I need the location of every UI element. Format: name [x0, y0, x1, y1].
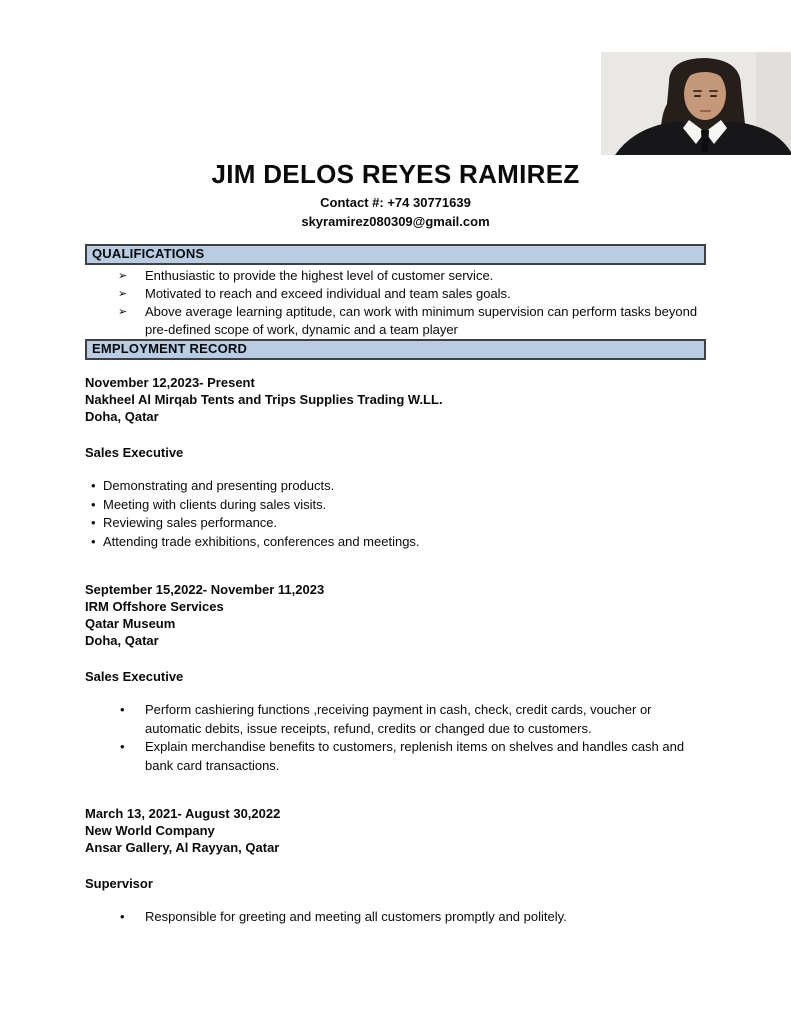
job-company: Nakheel Al Mirqab Tents and Trips Supplies Trading W.LL.	[85, 392, 443, 407]
qualification-item	[85, 303, 706, 339]
employment-title: EMPLOYMENT RECORD	[92, 341, 248, 356]
job-entry	[85, 805, 706, 927]
job-header	[85, 581, 706, 649]
job-location: Doha, Qatar	[85, 409, 159, 424]
arrow-bullet-icon: ➢	[118, 270, 128, 282]
duty-text: Reviewing sales performance.	[103, 515, 278, 530]
job-dates: March 13, 2021- August 30,2022	[85, 806, 281, 821]
duties-list	[85, 908, 706, 927]
duties-list	[85, 701, 706, 775]
employment-section-header	[85, 339, 706, 360]
portrait-photo-icon	[601, 52, 791, 155]
job-location: Ansar Gallery, Al Rayyan, Qatar	[85, 840, 280, 855]
dot-bullet-icon: •	[91, 515, 96, 530]
job-entry	[85, 374, 706, 551]
job-entry	[85, 581, 706, 775]
header-block	[0, 161, 791, 229]
qualification-text: Enthusiastic to provide the highest level of customer service.	[145, 268, 494, 283]
duties-list	[85, 477, 706, 551]
job-company: IRM Offshore Services	[85, 599, 224, 614]
qualification-item	[85, 285, 706, 303]
duty-text: Attending trade exhibitions, conferences and meetings.	[103, 533, 420, 549]
qualification-text: Motivated to reach and exceed individual and team sales goals.	[145, 286, 511, 301]
dot-bullet-icon: •	[91, 478, 96, 493]
qualifications-title: QUALIFICATIONS	[92, 246, 205, 261]
duty-text: Explain merchandise benefits to customers, replenish items on shelves and handles cash and bank card transactions.	[145, 739, 685, 773]
duty-item	[85, 738, 706, 775]
qualifications-section-header	[85, 244, 706, 265]
job-dates: September 15,2022- November 11,2023	[85, 582, 325, 597]
duty-text: Responsible for greeting and meeting all customers promptly and politely.	[145, 909, 567, 924]
duty-item	[85, 533, 706, 552]
qualification-item	[85, 267, 706, 285]
dot-bullet-icon: •	[120, 739, 125, 754]
duty-item	[85, 514, 706, 533]
arrow-bullet-icon: ➢	[118, 288, 128, 300]
profile-photo	[601, 52, 791, 155]
arrow-bullet-icon: ➢	[118, 306, 128, 318]
job-location: Doha, Qatar	[85, 633, 159, 648]
job-header	[85, 805, 706, 856]
qualification-text: Above average learning aptitude, can work with minimum supervision can perform tasks beyond pre-defined scope of work, dynamic and a team player	[145, 304, 698, 337]
duty-item	[85, 477, 706, 496]
job-position: Sales Executive	[85, 669, 184, 684]
dot-bullet-icon: •	[91, 496, 96, 512]
dot-bullet-icon: •	[91, 533, 96, 549]
duty-text: Meeting with clients during sales visits.	[103, 496, 327, 512]
job-dates: November 12,2023- Present	[85, 375, 255, 390]
job-header	[85, 374, 706, 425]
job-site: Qatar Museum	[85, 616, 176, 631]
candidate-name: JIM DELOS REYES RAMIREZ	[211, 159, 580, 189]
email-line: skyramirez080309@gmail.com	[301, 214, 490, 229]
dot-bullet-icon: •	[120, 909, 125, 924]
dot-bullet-icon: •	[120, 702, 125, 717]
duty-item	[85, 701, 706, 738]
contact-line: Contact #: +74 30771639	[320, 195, 471, 210]
duty-text: Perform cashiering functions ,receiving payment in cash, check, credit cards, voucher or automatic debits, issue receipts, refund, credits or changed due to customers.	[145, 702, 652, 736]
job-company: New World Company	[85, 823, 215, 838]
resume-body	[85, 244, 706, 927]
qualifications-list	[85, 267, 706, 339]
duty-text: Demonstrating and presenting products.	[103, 478, 335, 493]
job-position: Supervisor	[85, 876, 153, 891]
duty-item	[85, 496, 706, 515]
duty-item	[85, 908, 706, 927]
job-position: Sales Executive	[85, 445, 184, 460]
